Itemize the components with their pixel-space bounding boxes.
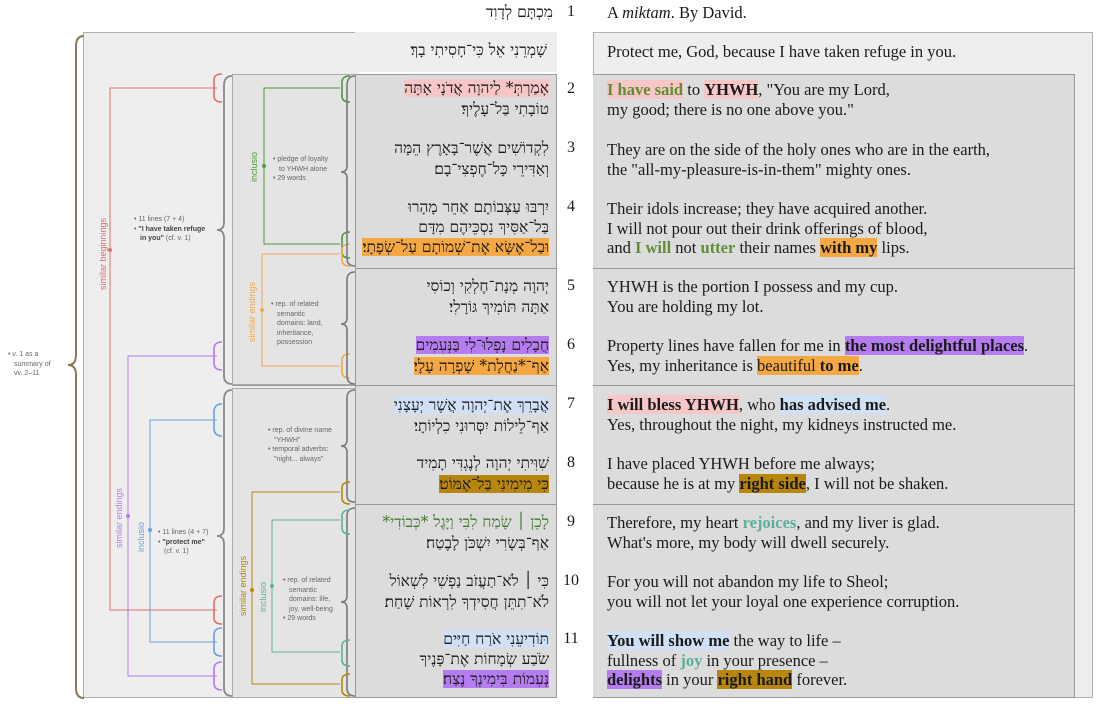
label-inclusio-1: inclusio: [249, 151, 259, 182]
verse-11-english-line-2: fullness of joy in your presence –: [607, 651, 828, 670]
label-inclusio-2: inclusio: [136, 521, 146, 552]
verse-7-hebrew: אֲבָרֵךְ אֶת־יְהוָה אֲשֶׁר יְעָצָנִי אַף־לֵילוֹת יִסְּרוּנִי כִלְיוֹתָי׃: [393, 396, 549, 435]
verse-number-4: 4: [567, 198, 575, 215]
verse-9-hebrew: לָכֵן ׀ שָׂמַח לִבִּי וַיָּגֶל *כְּבוֹדִי* אַף־בְּשָׂרִי יִשְׁכֹּן לָבֶטַח׃: [382, 513, 549, 552]
label-similar-beginnings: similar beginnings: [98, 217, 108, 290]
verse-number-10: 10: [563, 572, 579, 589]
verse-9-english-line-1: Therefore, my heart rejoices, and my liver is glad.: [607, 513, 940, 532]
note-first-half: • 11 lines (7 + 4) • "I have taken refuge in you" (cf. v. 1): [134, 216, 206, 242]
label-similar-endings-1: similar endings: [247, 281, 257, 342]
similar-endings-outer-bracket: [128, 356, 217, 676]
verse-7-english-line-2: Yes, throughout the night, my kidneys instructed me.: [607, 415, 957, 434]
superscription-hebrew: מִכְתָּם לְדָוִד: [486, 3, 553, 21]
verse-2-english-line-1: I have said to YHWH, "You are my Lord,: [607, 80, 890, 99]
verse-number-7: 7: [567, 395, 575, 412]
verse-6-english-line-1: Property lines have fallen for me in the most delightful places.: [607, 336, 1029, 355]
verse-5-english-line-2: You are holding my lot.: [607, 297, 764, 316]
verse-3-english-line-1: They are on the side of the holy ones who are in the earth,: [607, 140, 991, 159]
note-divine: • rep. of divine name "YHWH" • temporal adverbs: "night... always": [268, 427, 332, 463]
note-loyalty: • pledge of loyalty to YHWH alone • 29 words: [273, 156, 328, 182]
verse-3-english-line-2: the "all-my-pleasure-is-in-them" mighty ones.: [607, 160, 911, 179]
verse-number-9: 9: [567, 513, 575, 530]
outer-brace: [68, 36, 84, 698]
note-second-half: • 11 lines (4 + 7) • "protect me" (cf. v. 1): [158, 529, 209, 555]
verse-6-hebrew: חֲבָלִים נָפְלוּ־לִי בַּנְּעִמִים אַף־*נַחֲלָת* שָׁפְרָה עָלָי׃: [413, 336, 549, 375]
verse-8-hebrew: שִׁוִּיתִי יְהוָה לְנֶגְדִּי תָמִיד כִּי מִימִינִי בַּל־אֶמּוֹט׃: [416, 454, 549, 493]
note-summary: • v. 1 as a summary of vv. 2–11: [8, 351, 51, 377]
verse-3-hebrew: לִקְדוֹשִׁים אֲשֶׁר־בָּאָרֶץ הֵמָּה וְאַדִּירֵי כָּל־חֶפְצִי־בָם׃: [394, 139, 549, 178]
verse-4-english-line-3: and I will not utter their names with my lips.: [607, 238, 910, 257]
intro-english: Protect me, God, because I have taken refuge in you.: [607, 42, 957, 61]
verse-8-english-line-2: because he is at my right side, I will not be shaken.: [607, 474, 949, 493]
verse-2-english-line-2: my good; there is no one above you.": [607, 100, 854, 119]
verse-10-hebrew: כִּי ׀ לֹא־תַעֲזֹב נַפְשִׁי לִשְׁאוֹל לֹא־תִתֵּן חֲסִידְךָ לִרְאוֹת שָׁחַת׃: [384, 572, 549, 611]
verse-2-hebrew: אָמַרְתְּ* לַיהוָה אֲדֹנָי אָתָּה טוֹבָתִי בַּל־עָלֶיךָ׃: [404, 79, 549, 118]
label-inclusio-3: inclusio: [258, 581, 268, 612]
verse-5-english-line-1: YHWH is the portion I possess and my cup.: [607, 277, 899, 296]
verse-10-english-line-1: For you will not abandon my life to Sheol;: [607, 572, 889, 591]
note-domains-2: • rep. of related semantic domains: life, joy, well-being • 29 words: [283, 577, 333, 622]
verse-9-english-line-2: What's more, my body will dwell securely.: [607, 533, 890, 552]
verse-5-hebrew: יְהוָה מְנָת־חֶלְקִי וְכוֹסִי אַתָּה תּוֹמִיךְ גּוֹרָלִי׃: [426, 277, 549, 316]
verse-6-english-line-2: Yes, my inheritance is beautiful to me.: [607, 356, 863, 375]
verse-number-5: 5: [567, 277, 575, 294]
verse-number-2: 2: [567, 80, 575, 97]
verse-4-english-line-1: Their idols increase; they have acquired another.: [607, 199, 928, 218]
note-domains-1: • rep. of related semantic domains: land, inheritance, possession: [271, 301, 323, 346]
label-similar-endings-outer: similar endings: [114, 487, 124, 548]
verse-7-english-line-1: I will bless YHWH, who has advised me.: [607, 395, 891, 414]
verse-number-3: 3: [567, 139, 575, 156]
verse-number-8: 8: [567, 454, 575, 471]
verse-10-english-line-2: you will not let your loyal one experience corruption.: [607, 592, 960, 611]
verse-11-english-line-1: You will show me the way to life –: [607, 631, 841, 650]
label-similar-endings-2: similar endings: [238, 555, 248, 616]
verse-8-english-line-1: I have placed YHWH before me always;: [607, 454, 875, 473]
verse-11-hebrew: תּוֹדִיעֵנִי אֹרַח חַיִּים שֹׂבַע שְׂמָחוֹת אֶת־פָּנֶיךָ נְעִמוֹת בִּימִינְךָ נֶצַח׃: [419, 630, 549, 688]
superscription-english: A miktam. By David.: [607, 3, 747, 22]
verse-11-english-line-3: delights in your right hand forever.: [607, 670, 848, 689]
verse-number-11: 11: [563, 630, 579, 647]
verse-4-hebrew: יִרְבּוּ עַצְּבוֹתָם אַחֵר מָהָרוּ בַּל־אַסִּיךְ נִסְכֵּיהֶם מִדָּם וּבַל־אֶשָּׂא אֶת־שְׁמוֹתָם עַל־שְׂפָתָי׃: [362, 198, 549, 256]
verse-number-1: 1: [567, 3, 575, 20]
verse-number-6: 6: [567, 336, 575, 353]
verse-4-english-line-2: I will not pour out their drink offerings of blood,: [607, 219, 928, 238]
